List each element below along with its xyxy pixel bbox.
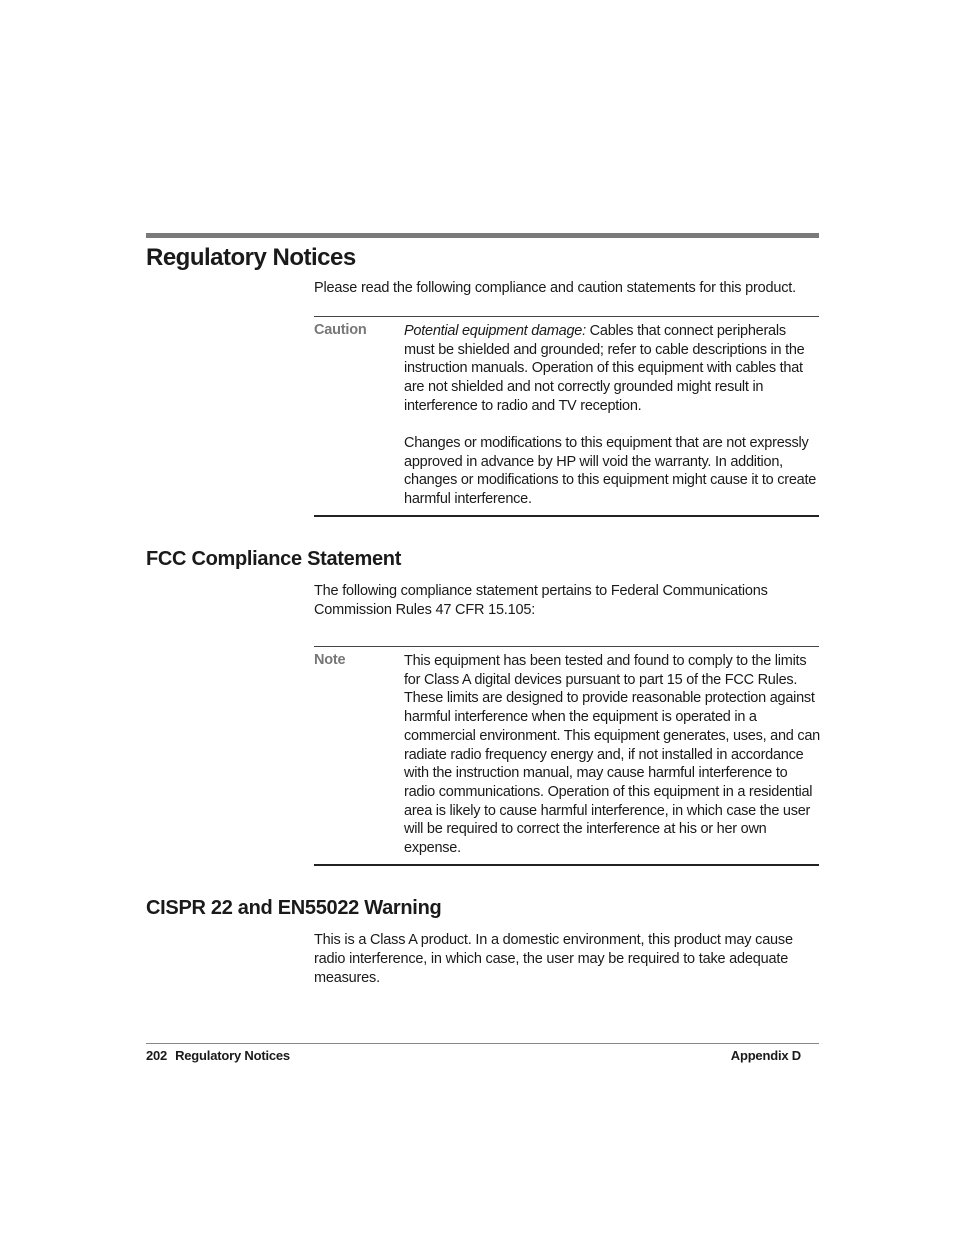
caution-paragraph-1-text: Cables that connect peripherals must be shielded and grounded; refer to cable descriptions in the instruction manuals. Operation of this equipment with cables that are not shielded and not correctly grounded might result in interference to radio and TV reception. (404, 323, 805, 414)
fcc-intro: The following compliance statement pertains to Federal Communications Commission Rules 47 CFR 15.105: (314, 583, 768, 618)
page-title: Regulatory Notices (146, 244, 356, 271)
footer-appendix: Appendix D (730, 1048, 801, 1063)
note-box (314, 646, 819, 866)
caution-box (314, 316, 819, 517)
cispr-heading: CISPR 22 and EN55022 Warning (146, 897, 442, 919)
caution-lead: Potential equipment damage: (404, 323, 586, 339)
page-number: 202 (146, 1048, 168, 1063)
caution-label: Caution (314, 322, 367, 338)
chapter-intro: Please read the following compliance and caution statements for this product. (314, 280, 796, 296)
caution-paragraph-1 (404, 322, 820, 416)
footer-section: Regulatory Notices (175, 1048, 290, 1063)
fcc-heading: FCC Compliance Statement (146, 548, 402, 570)
footer-left (146, 1048, 290, 1063)
caution-paragraph-2: Changes or modifications to this equipment that are not expressly approved in advance by HP will void the warranty. In addition, changes or modifications to this equipment might cause it to create harmful interference. (404, 435, 817, 508)
footer-rule (146, 1043, 819, 1044)
note-text: This equipment has been tested and found to comply to the limits for Class A digital devices pursuant to part 15 of the FCC Rules. These limits are designed to provide reasonable protection against harmful interference when the equipment is operated in a commercial environment. This equipment generates, uses, and can radiate radio frequency energy and, if not installed in accordance with the instruction manual, may cause harmful interference to radio communications. Operation of this equipment in a residential area is likely to cause harmful interference, in which case the user will be required to correct the interference at his or her own expense. (404, 653, 820, 857)
note-label: Note (314, 652, 346, 668)
cispr-text: This is a Class A product. In a domestic environment, this product may cause radio interference, in which case, the user may be required to take adequate measures. (314, 932, 793, 986)
